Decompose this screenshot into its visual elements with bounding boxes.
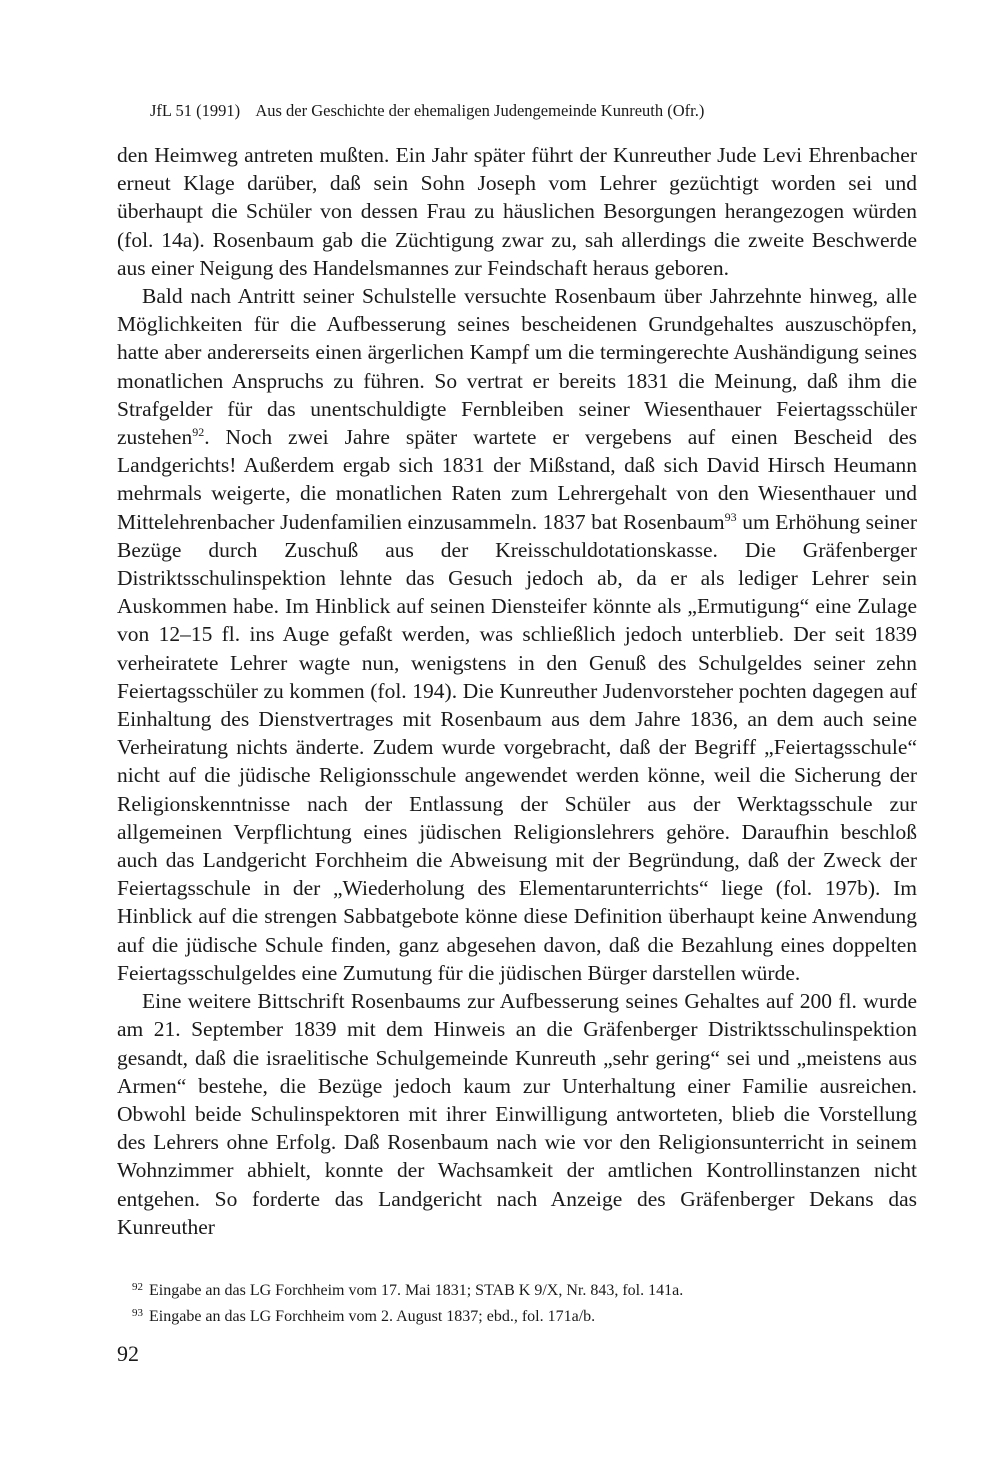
article-title: Aus der Geschichte der ehemaligen Judengemeinde Kunreuth (Ofr.) [255, 101, 705, 120]
paragraph-3: Eine weitere Bittschrift Rosenbaums zur Aufbesserung seines Gehaltes auf 200 fl. wurde am 21. September 1839 mit dem Hinweis an die Gräfenberger Distriktsschulinspektion gesandt, daß die israelitische Schulgemeinde Kunreuth „sehr gering“ sei und „meistens aus Armen“ bestehe, die Bezüge jedoch kaum zur Unterhaltung einer Familie ausreichen. Obwohl beide Schulinspektoren mit ihrer Einwilligung antworteten, blieb die Vorstellung des Lehrers ohne Erfolg. Daß Rosenbaum nach wie vor den Religionsunterricht in seinem Wohnzimmer abhielt, konnte der Wachsamkeit der amtlichen Kontrollinstanzen nicht entgehen. So forderte das Landgericht nach Anzeige des Gräfenberger Dekans das Kunreuther [117, 989, 917, 1239]
paragraph-2-part-3: um Erhöhung seiner Bezüge durch Zuschuß aus der Kreisschuldotationskasse. Die Gräfenberger Distriktsschulinspektion lehnte das Gesuch jedoch ab, da er als lediger Lehrer sein Auskommen habe. Im Hinblick auf seinen Diensteifer könnte als „Ermutigung“ eine Zulage von 12–15 fl. ins Auge gefaßt werden, was schließlich jedoch unterblieb. Der seit 1839 verheiratete Lehrer wagte nun, wenigstens in den Genuß des Schulgeldes seiner zehn Feiertagsschüler zu kommen (fol. 194). Die Kunreuther Judenvorsteher pochten dagegen auf Einhaltung des Dienstvertrages mit Rosenbaum aus dem Jahre 1836, an dem auch seine Verheiratung nichts änderte. Zudem wurde vorgebracht, daß der Begriff „Feiertagsschule“ nicht auf die jüdische Religionsschule angewendet werden könne, weil die Sicherung der Religionskenntnisse nach der Entlassung der Schüler aus der Werktagsschule zur allgemeinen Verpflichtung eines jüdischen Religionslehrers gehöre. Daraufhin beschloß auch das Landgericht Forchheim die Abweisung mit der Begründung, daß der Zweck der Feiertagsschule in der „Wiederholung des Elementarunterrichts“ liege (fol. 197b). Im Hinblick auf die strengen Sabbatgebote könne diese Definition überhaupt keine Anwendung auf die jüdische Schule finden, ganz abgesehen davon, daß die Bezahlung eines doppelten Feiertagsschulgeldes eine Zumutung für die jüdischen Bürger darstellen würde. [117, 509, 917, 985]
footnote-text: Eingabe an das LG Forchheim vom 17. Mai 1831; STAB K 9/X, Nr. 843, fol. 141a. [149, 1282, 684, 1299]
footnote-93 [117, 1302, 917, 1328]
body-text [117, 141, 917, 1241]
footnotes [117, 1276, 917, 1328]
paragraph-2 [117, 282, 917, 987]
page-number: 92 [117, 1341, 139, 1366]
paragraph-2-part-2: . Noch zwei Jahre später wartete er vergebens auf einen Bescheid des Landgerichts! Außerdem ergab sich 1831 der Mißstand, daß sich David Hirsch Heumann mehrmals weigerte, die monatlichen Raten zum Lehrergehalt von den Wiesenthauer und Mittelehrenbacher Judenfamilien einzusammeln. 1837 bat Rosenbaum [117, 425, 917, 534]
footnote-number: 92 [132, 1281, 143, 1293]
footnote-ref-92: 92 [192, 425, 205, 440]
journal-citation: JfL 51 (1991) [150, 101, 241, 120]
footnote-number: 93 [132, 1307, 143, 1319]
footnote-text: Eingabe an das LG Forchheim vom 2. August 1837; ebd., fol. 171a/b. [149, 1308, 596, 1325]
paragraph-1: den Heimweg antreten mußten. Ein Jahr später führt der Kunreuther Jude Levi Ehrenbacher erneut Klage darüber, daß sein Sohn Joseph vom Lehrer gezüchtigt worden sei und überhaupt die Schüler von dessen Frau zu häuslichen Besorgungen herangezogen würden (fol. 14a). Rosenbaum gab die Züchtigung zwar zu, sah allerdings die zweite Beschwerde aus einer Neigung des Handelsmannes zur Feindschaft heraus geboren. [117, 143, 917, 280]
footnote-ref-93: 93 [724, 509, 737, 524]
paragraph-2-part-1: Bald nach Antritt seiner Schulstelle versuchte Rosenbaum über Jahrzehnte hinweg, alle Möglichkeiten für die Aufbesserung seines bescheidenen Grundgehaltes auszuschöpfen, hatte aber andererseits einen ärgerlichen Kampf um die termingerechte Aushändigung seines monatlichen Anspruchs zu führen. So vertrat er bereits 1831 die Meinung, daß ihm die Strafgelder für das unentschuldigte Fernbleiben seiner Wiesenthauer Feiertagsschüler zustehen [117, 284, 917, 450]
footnote-92 [117, 1276, 917, 1302]
running-header [150, 100, 930, 122]
